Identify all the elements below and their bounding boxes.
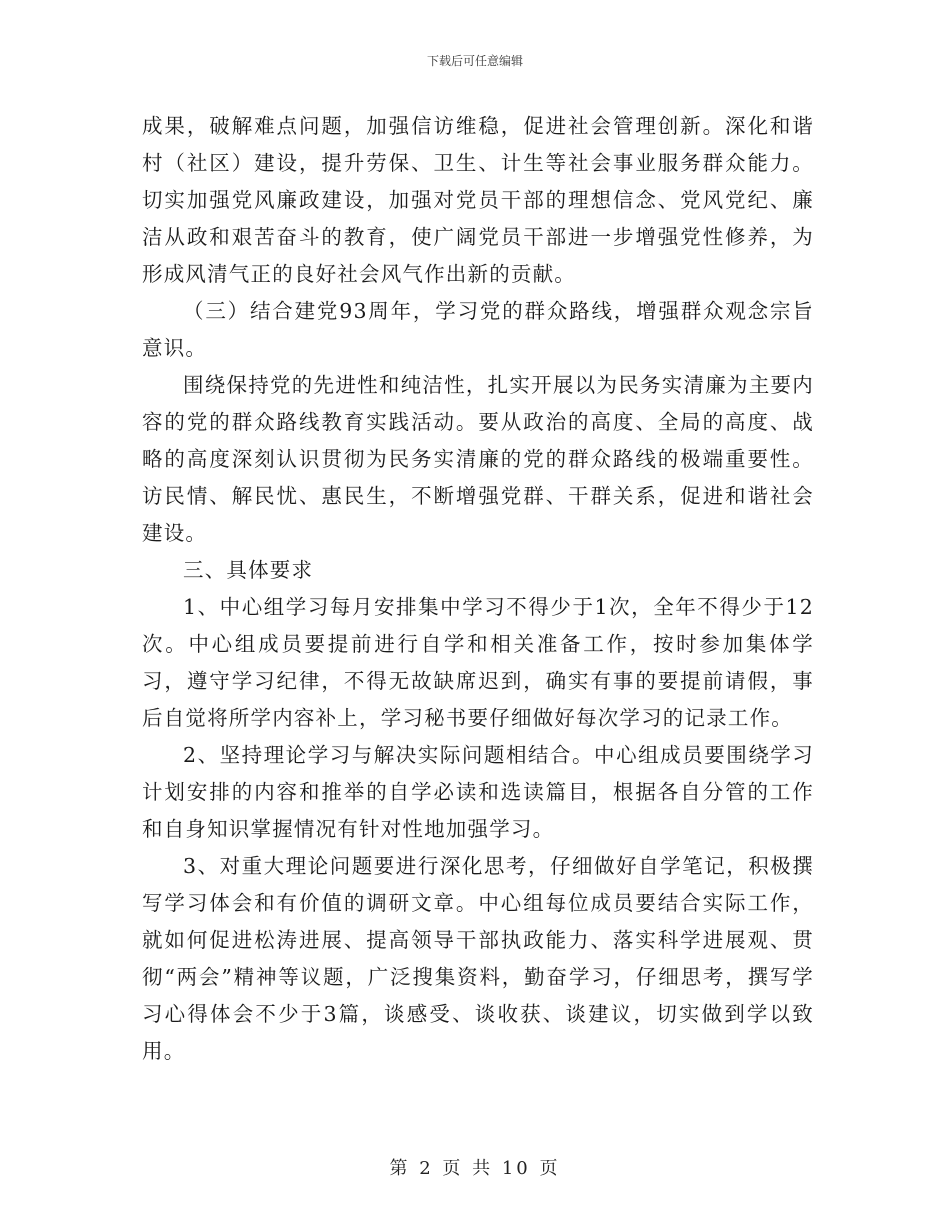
page-header: 下载后可任意编辑 [426, 54, 523, 68]
paragraph-requirement-1: 1、中心组学习每月安排集中学习不得少于1次，全年不得少于12次。中心组成员要提前进行自学和相关准备工作，按时参加集体学习，遵守学习纪律，不得无故缺席迟到，确实有事的要提前请假，事后自觉将所学内容补上，学习秘书要仔细做好每次学习的记录工作。 [142, 595, 814, 730]
paragraph-section-3-heading: （三）结合建党93周年，学习党的群众路线，增强群众观念宗旨意识。 [142, 299, 814, 360]
page-number: 第 2 页 共 10 页 [389, 1158, 561, 1179]
section-heading-requirements: 三、具体要求 [183, 558, 314, 582]
paragraph-mass-line: 围绕保持党的先进性和纯洁性，扎实开展以为民务实清廉为主要内容的党的群众路线教育实践活动。要从政治的高度、全局的高度、战略的高度深刻认识贯彻为民务实清廉的党的群众路线的极端重要性。访民情、解民忧、惠民生，不断增强党群、干群关系，促进和谐社会建设。 [142, 373, 814, 545]
paragraph-requirement-3: 3、对重大理论问题要进行深化思考，仔细做好自学笔记，积极撰写学习体会和有价值的调研文章。中心组每位成员要结合实际工作，就如何促进松涛进展、提高领导干部执政能力、落实科学进展观、贯彻“两会”精神等议题，广泛搜集资料，勤奋学习，仔细思考，撰写学习心得体会不少于3篇，谈感受、谈收获、谈建议，切实做到学以致用。 [142, 854, 814, 1063]
paragraph-continuation: 成果，破解难点问题，加强信访维稳，促进社会管理创新。深化和谐村（社区）建设，提升劳保、卫生、计生等社会事业服务群众能力。切实加强党风廉政建设，加强对党员干部的理想信念、党风党纪、廉洁从政和艰苦奋斗的教育，使广阔党员干部进一步增强党性修养，为形成风清气正的良好社会风气作出新的贡献。 [142, 114, 814, 286]
paragraph-requirement-2: 2、坚持理论学习与解决实际问题相结合。中心组成员要围绕学习计划安排的内容和推举的自学必读和选读篇目，根据各自分管的工作和自身知识掌握情况有针对性地加强学习。 [142, 743, 814, 841]
document-body [142, 108, 814, 1070]
